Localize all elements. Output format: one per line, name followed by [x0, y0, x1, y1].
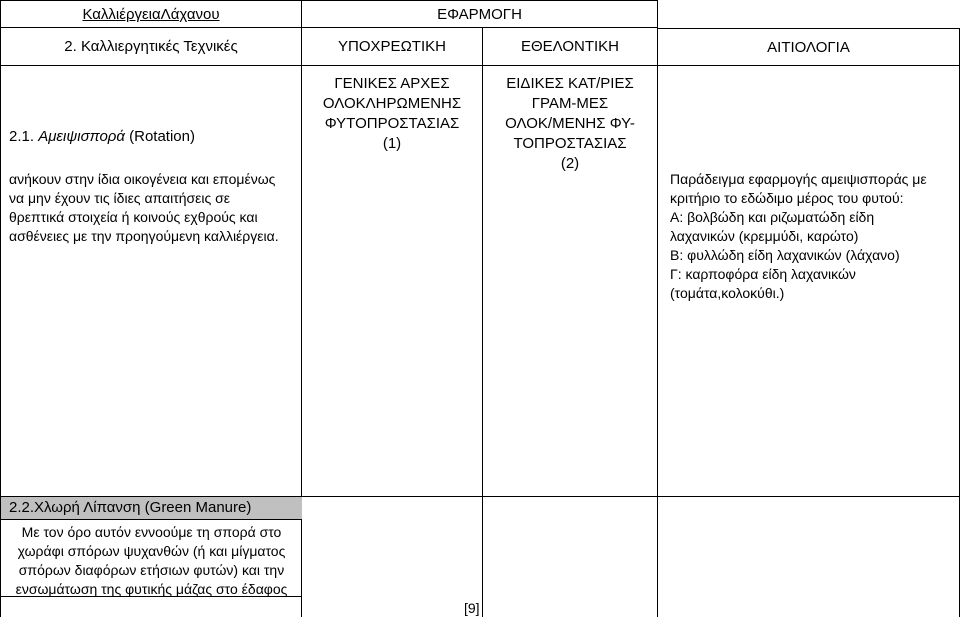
rotation-voluntary-cell — [483, 66, 658, 496]
application-label: ΕΦΑΡΜΟΓΗ — [437, 5, 522, 23]
rotation-heading — [9, 128, 195, 145]
rotation-mandatory-text — [302, 74, 482, 154]
mandatory-line: ΦΥΤΟΠΡΟΣΤΑΣΙΑΣ — [324, 115, 460, 132]
mandatory-line: ΓΕΝΙΚΕΣ ΑΡΧΕΣ — [334, 75, 450, 92]
rotation-description-cell — [0, 66, 302, 496]
mandatory-line: (1) — [382, 135, 402, 152]
voluntary-heading: ΕΘΕΛΟΝΤΙΚΗ — [520, 38, 620, 55]
justification-heading: ΑΙΤΙΟΛΟΓΙΑ — [767, 38, 850, 56]
justification-line: κριτήριο το εδώδιμο μέρος του φυτού: — [670, 190, 904, 206]
voluntary-line: (2) — [560, 155, 580, 172]
rotation-description-line: ασθένειες με την προηγούμενη καλλιέργεια. — [9, 228, 279, 244]
voluntary-line: ΤΟΠΡΟΣΤΑΣΙΑΣ — [513, 135, 627, 152]
justification-line: λαχανικών (κρεμμύδι, καρώτο) — [670, 228, 859, 244]
justification-heading-cell — [658, 28, 960, 66]
justification-line: Β: φυλλώδη είδη λαχανικών (λάχανο) — [670, 247, 900, 263]
mandatory-heading-cell — [302, 28, 483, 66]
green-manure-mandatory-cell — [302, 496, 483, 617]
justification-line: Α: βολβώδη και ριζωματώδη είδη — [670, 209, 875, 225]
rotation-justification-cell — [658, 66, 960, 496]
rotation-heading-text: Αμειψισπορά — [38, 128, 125, 145]
green-manure-justification-cell — [658, 496, 960, 617]
rotation-justification-text — [670, 170, 927, 303]
green-manure-description-line: σπόρων διαφόρων ετήσιων φυτών) και την — [18, 562, 285, 578]
rotation-description-line: να μην έχουν τις ίδιες απαιτήσεις σε — [9, 190, 231, 206]
green-manure-description — [1, 523, 302, 599]
rotation-description-line: ανήκουν στην ίδια οικογένεια και επομένως — [9, 171, 276, 187]
voluntary-line: ΟΛΟΚ/ΜΕΝΗΣ ΦΥ- — [505, 115, 635, 132]
section-heading-cell — [0, 28, 302, 66]
green-manure-description-line: ενσωμάτωση της φυτικής μάζας στο έδαφος — [15, 581, 288, 597]
rotation-heading-number: 2.1. — [9, 128, 39, 145]
rotation-voluntary-text — [483, 74, 657, 174]
crop-title-link[interactable]: ΚαλλιέργειαΛάχανου — [82, 5, 220, 23]
mandatory-line: ΟΛΟΚΛΗΡΩΜΕΝΗΣ — [322, 95, 462, 112]
voluntary-line: ΕΙΔΙΚΕΣ ΚΑΤ/ΡΙΕΣ — [506, 75, 634, 92]
green-manure-heading-bar — [1, 497, 302, 519]
application-header — [302, 0, 658, 28]
green-manure-cell — [0, 496, 302, 617]
section-heading: 2. Καλλιεργητικές Τεχνικές — [64, 38, 238, 55]
justification-line: Παράδειγμα εφαρμογής αμειψισποράς με — [670, 171, 927, 187]
justification-line: Γ: καρποφόρα είδη λαχανικών — [670, 266, 856, 282]
footnote-reference: [9] — [464, 600, 480, 616]
green-manure-description-line: Με τον όρο αυτόν εννοούμε τη σπορά στο — [21, 524, 282, 540]
voluntary-heading-cell — [483, 28, 658, 66]
voluntary-line: ΓΡΑΜ-ΜΕΣ — [531, 95, 609, 112]
rotation-heading-paren: (Rotation) — [124, 128, 195, 145]
rotation-mandatory-cell — [302, 66, 483, 496]
green-manure-voluntary-cell — [483, 496, 658, 617]
crop-title-cell — [0, 0, 302, 28]
justification-line: (τομάτα,κολοκύθι.) — [670, 285, 785, 301]
green-manure-description-line: χωράφι σπόρων ψυχανθών (ή και μίγματος — [17, 543, 286, 559]
green-manure-heading: 2.2.Χλωρή Λίπανση (Green Manure) — [9, 499, 252, 516]
mandatory-heading: ΥΠΟΧΡΕΩΤΙΚΗ — [338, 38, 446, 55]
rotation-description-line: θρεπτικά στοιχεία ή κοινούς εχθρούς και — [9, 209, 258, 225]
rotation-description — [9, 170, 279, 246]
